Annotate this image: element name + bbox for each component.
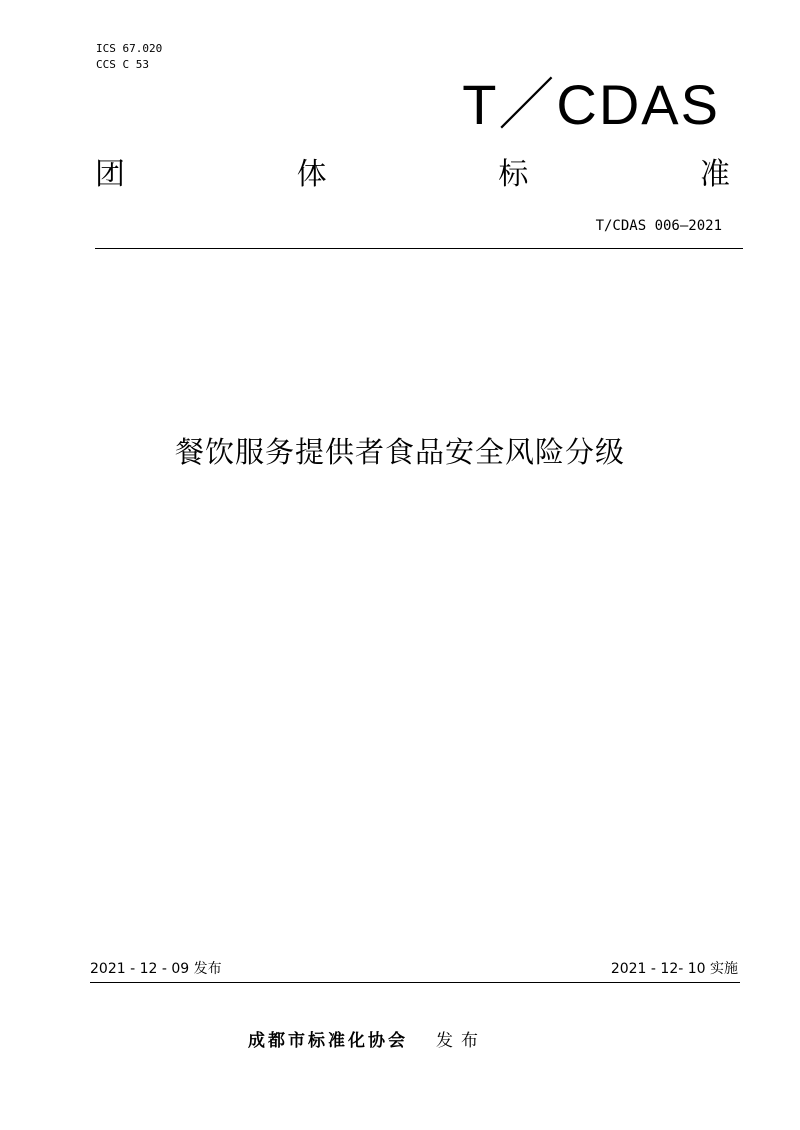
standard-org-mark: T／CDAS bbox=[462, 73, 720, 136]
document-type-heading bbox=[95, 155, 730, 195]
footer-divider bbox=[90, 982, 740, 983]
doc-type-char: 体 bbox=[296, 157, 327, 192]
publisher-organization: 成都市标准化协会 bbox=[248, 1031, 408, 1051]
ics-code: ICS 67.020 bbox=[96, 42, 163, 55]
header-divider bbox=[95, 248, 743, 249]
classification-codes bbox=[96, 41, 162, 73]
standard-number: T/CDAS 006—2021 bbox=[595, 218, 722, 234]
doc-type-char: 团 bbox=[95, 157, 125, 192]
date-row bbox=[90, 957, 738, 981]
publisher-action: 发布 bbox=[436, 1031, 486, 1051]
effective-date: 2021 - 12- 10 实施 bbox=[610, 961, 738, 977]
ccs-code: CCS C 53 bbox=[96, 58, 149, 71]
doc-type-char: 标 bbox=[498, 157, 529, 192]
doc-type-char: 准 bbox=[699, 157, 730, 192]
publisher-line bbox=[248, 1029, 486, 1053]
publish-date: 2021 - 12 - 09 发布 bbox=[90, 961, 222, 977]
document-title: 餐饮服务提供者食品安全风险分级 bbox=[174, 435, 625, 469]
